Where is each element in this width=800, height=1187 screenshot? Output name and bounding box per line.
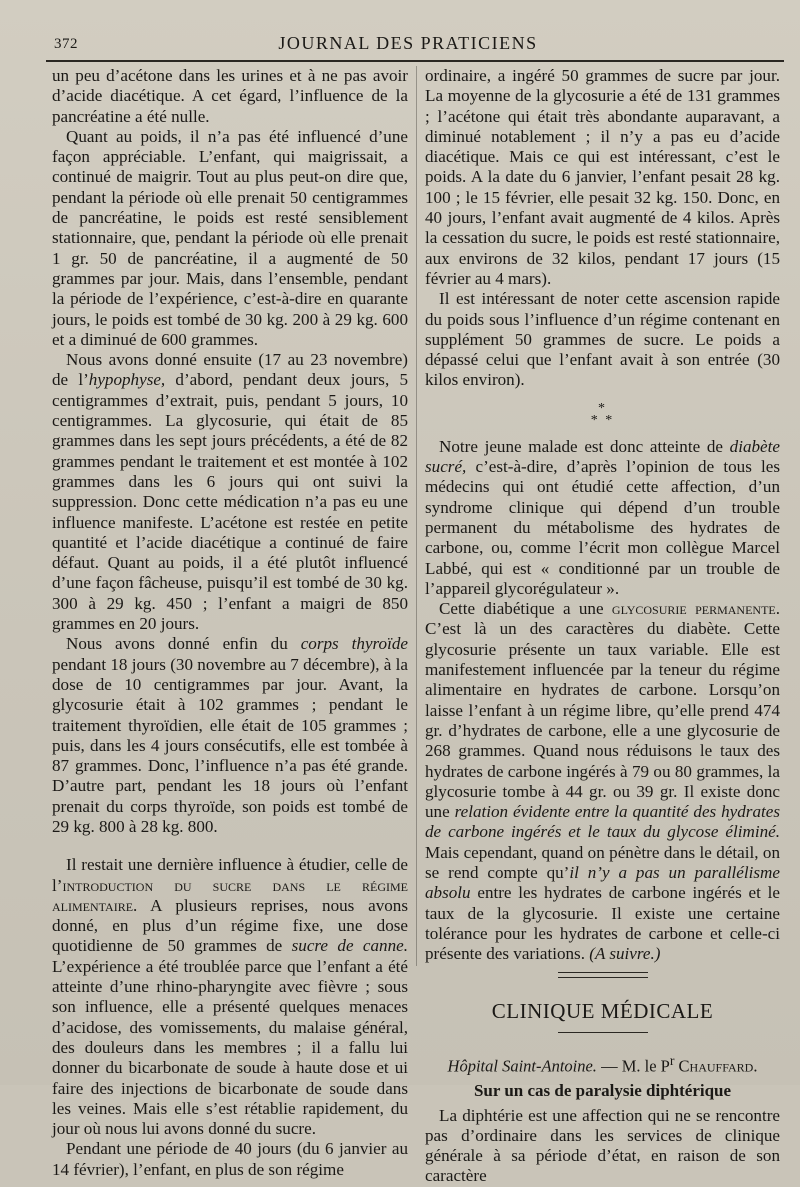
page-number: 372 bbox=[54, 36, 78, 52]
italic-term: sucre de canne. bbox=[291, 936, 408, 956]
italic-term: corps thyroïde bbox=[300, 634, 408, 654]
right-column bbox=[425, 66, 780, 1187]
small-caps-term: introduction du sucre dans le régime alimentaire. bbox=[52, 875, 408, 915]
section-title: CLINIQUE MÉDICALE bbox=[491, 999, 714, 1024]
paragraph: Il restait une dernière influence à étudier, celle de l’introduction du sucre dans le régime alimentaire. A plusieurs reprises, nous avons donné, en plus d’un régime fixe, une dose quotidienne de 50 grammes de sucre de canne. L’expérience a été troublée parce que l’enfant a été atteinte d’une rhino-pharyngite avec fièvre ; sous son influence, elle a présenté quelques menaces d’acidose, des vomissements, du malaise général, des douleurs dans les membres ; il a fallu lui donner du bicarbonate de soude à haute dose et ui faire des injections de bicarbonate de soude dans les veines. Mais elle s’est rétablie rapidement, du jour où nous lui avons donné du sucre. bbox=[52, 855, 408, 1139]
section-break-asterisks: * * * bbox=[590, 400, 615, 428]
paragraph: Quant au poids, il n’a pas été influencé d’une façon appréciable. L’enfant, qui maigrissait, a continué de maigrir. Tout au plus peut-on dire que, pendant la période où elle prenait 50 centigrammes de pancréatine, le poids est resté sensiblement stationnaire, que, pendant la période où elle prenait 1 gr. 50 de pancréatine, il a augmenté de 50 grammes par jour. Mais, dans l’ensemble, pendant la période de l’expérience, c’est-à-dire en quarante jours, le poids est tombé de 30 kg. 200 à 29 kg. 600 et a diminué de 600 grammes. bbox=[52, 126, 408, 349]
paragraph: ordinaire, a ingéré 50 grammes de sucre par jour. La moyenne de la glycosurie a été de 131 grammes ; l’acétone qui était très abondante auparavant, a diminué notablement ; il n’y a pas eu d’acide diacétique. Mais ce qui est intéressant, c’est le poids. A la date du 6 janvier, l’enfant pesait 28 kg. 100 ; le 15 février, elle pesait 32 kg. 150. Donc, en 40 jours, l’enfant avait augmenté de 4 kilos. Après la cessation du sucre, le poids est resté stationnaire, aux environs de 32 kilos, pendant 17 jours (15 février au 4 mars). bbox=[425, 66, 780, 288]
italic-term: hypophyse, bbox=[88, 370, 166, 390]
paragraph: La diphtérie est une affection qui ne se rencontre pas d’ordinaire dans les services de clinique générale à sa période d’état, en raison de son caractère bbox=[425, 1105, 780, 1186]
paragraph: Pendant une période de 40 jours (du 6 janvier au 14 février), l’enfant, en plus de son régime bbox=[52, 1139, 408, 1179]
left-column bbox=[52, 66, 408, 1180]
hospital-line: Hôpital Saint-Antoine. — M. le $P^r$ Chauffard. bbox=[447, 1053, 758, 1076]
journal-title: JOURNAL DES PRATICIENS bbox=[278, 33, 538, 53]
column-divider bbox=[416, 66, 417, 966]
italic-term: relation évidente entre la quantité des hydrates de carbone ingérés et le taux du glycose éliminé. bbox=[425, 802, 780, 842]
small-caps-term: glycosurie permanente. bbox=[611, 599, 781, 619]
article-subtitle: Sur un cas de paralysie diphtérique bbox=[473, 1081, 732, 1101]
page-header bbox=[40, 30, 776, 56]
decorative-rule bbox=[558, 972, 648, 978]
paragraph: Nous avons donné ensuite (17 au 23 novembre) de l’hypophyse, d’abord, pendant deux jours, 5 centigrammes d’extrait, puis, pendant 5 jours, 10 centigrammes. La glycosurie, qui était de 85 grammes dans les sept jours précédents, a été de 82 grammes pendant le traitement et est montée à 102 grammes dans les 6 jours qui ont suivi la suppression. Donc cette médication n’a pas eu une influence manifeste. L’acétone est restée en petite quantité et l’acide diacétique a continué de faire défaut. Quant au poids, il a été plutôt influencé d’une façon fâcheuse, puisqu’il est tombé de 30 kg. 300 à 29 kg. 450 ; l’enfant a maigri de 850 grammes en 20 jours. bbox=[52, 350, 408, 634]
professor-name: Chauffard. bbox=[674, 1056, 758, 1076]
paragraph: Notre jeune malade est donc atteinte de diabète sucré, c’est-à-dire, d’après l’opinion de tous les médecins qui ont étudié cette affection, d’un syndrome clinique qui dépend d’un trouble permanent du métabolisme des hydrates de carbone, ou, comme l’écrit mon collègue Marcel Labbé, qui est « conditionné par un trouble de l’appareil glycorégulateur ». bbox=[425, 436, 780, 598]
section-rule bbox=[558, 1032, 648, 1033]
italic-term: il n’y a pas un parallélisme absolu bbox=[425, 862, 780, 903]
hospital-place: Hôpital Saint-Antoine. bbox=[447, 1056, 597, 1076]
to-be-continued: (A suivre.) bbox=[589, 944, 661, 964]
header-rule bbox=[46, 60, 784, 62]
paragraph: Cette diabétique a une glycosurie permanente. C’est là un des caractères du diabète. Cette glycosurie présente un taux variable. Elle est manifestement influencée par la teneur du régime alimentaire en hydrates de carbone. Lorsqu’on laisse l’enfant à un régime libre, qu’elle prend 474 gr. d’hydrates de carbone, elle a une glycosurie de 268 grammes. Quand nous réduisons le taux des hydrates de carbone ingérés à 79 ou 80 grammes, la glycosurie tombe à 44 gr. ou 39 gr. Il existe donc une relation évidente entre la quantité des hydrates de carbone ingérés et le taux du glycose éliminé. Mais cependant, quand on pénètre dans le détail, on se rend compte qu’il n’y a pas un parallélisme absolu entre les hydrates de carbone ingérés et le taux de la glycosurie. Il existe une certaine tolérance pour les hydrates de carbone et celle-ci présente des variations. (A suivre.) bbox=[425, 599, 781, 964]
paragraph: Il est intéressant de noter cette ascension rapide du poids sous l’influence d’un régime contenant en supplément 50 grammes de sucre. Le poids a dépassé celui que l’enfant avait à son entrée (30 kilos environ). bbox=[425, 289, 780, 390]
paragraph: un peu d’acétone dans les urines et à ne pas avoir d’acide diacétique. A cet égard, l’influence de la pancréatine a été nulle. bbox=[52, 66, 408, 126]
italic-term: diabète sucré, bbox=[425, 436, 780, 477]
paragraph: Nous avons donné enfin du corps thyroïde pendant 18 jours (30 novembre au 7 décembre), à la dose de 10 centigrammes par jour. Avant, la glycosurie était à 102 grammes ; pendant le traitement thyroïdien, elle était de 105 grammes ; puis, dans les 4 jours consécutifs, elle est tombée à 87 grammes. Donc, l’influence n’a pas été grande. D’autre part, pendant les 18 jours où l’enfant prenait du corps thyroïde, son poids est tombé de 29 kg. 800 à 28 kg. 800. bbox=[52, 634, 408, 836]
